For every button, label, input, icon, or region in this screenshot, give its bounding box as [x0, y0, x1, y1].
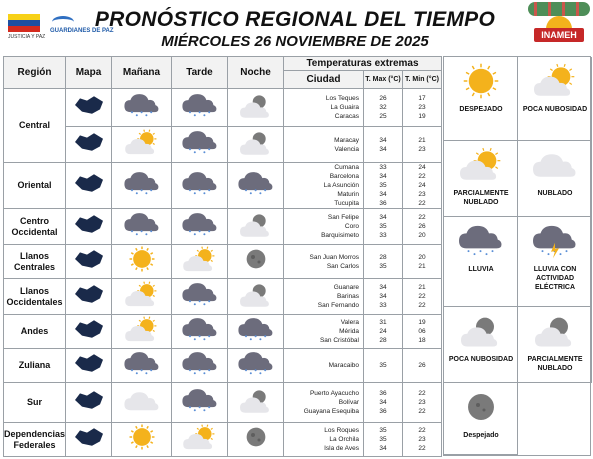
tmax-value: 35 [379, 223, 387, 230]
legend-label: PARCIALMENTE NUBLADO [527, 356, 583, 372]
legend-label: POCA NUBOSIDAD [448, 356, 514, 363]
tmin-value: 23 [418, 399, 426, 406]
night-forecast [228, 245, 284, 279]
legend-item [518, 57, 592, 141]
tmin-value: 23 [418, 436, 426, 443]
partly-cloudy-icon [122, 281, 162, 307]
city-name: Coro [344, 223, 359, 230]
rain-cloud-icon [456, 223, 506, 259]
moon-icon [456, 389, 506, 425]
tmax-cell [364, 127, 403, 163]
tmin-value: 22 [418, 408, 426, 415]
table-row [4, 209, 442, 245]
tmax-value: 34 [379, 191, 387, 198]
region-cell: Centro Occidental [4, 209, 66, 245]
afternoon-forecast [172, 315, 228, 349]
region-map [66, 279, 112, 315]
partly-cloudy-icon [122, 316, 162, 342]
partly-cloudy-icon [530, 63, 580, 99]
tmin-value: 26 [418, 362, 426, 369]
afternoon-forecast [172, 245, 228, 279]
rain-cloud-icon [122, 92, 162, 118]
region-map [66, 209, 112, 245]
cities-cell [284, 423, 364, 457]
cities-cell [284, 127, 364, 163]
night-forecast [228, 383, 284, 423]
tmin-value: 26 [418, 223, 426, 230]
legend-item [444, 307, 518, 383]
city-name: Puerto Ayacucho [309, 390, 359, 397]
header-afternoon: Tarde [172, 57, 228, 89]
moon-cloud-icon [236, 92, 276, 118]
cities-cell [284, 349, 364, 383]
tmin-value: 23 [418, 191, 426, 198]
tmin-cell [403, 245, 442, 279]
afternoon-forecast [172, 89, 228, 127]
morning-forecast [112, 383, 172, 423]
tmin-cell [403, 423, 442, 457]
tmin-value: 22 [418, 200, 426, 207]
rain-cloud-icon [180, 350, 220, 376]
cities-cell [284, 209, 364, 245]
region-map [66, 245, 112, 279]
city-name: Valera [340, 319, 359, 326]
region-cell: Llanos Occidentales [4, 279, 66, 315]
legend-item [518, 141, 592, 217]
morning-forecast [112, 127, 172, 163]
sun-icon [122, 246, 162, 272]
venezuela-flag-icon [8, 14, 40, 32]
inameh-logo: INAMEH [528, 2, 590, 50]
legend-item [444, 141, 518, 217]
header-temps-group: Temperaturas extremas [284, 57, 442, 71]
city-name: Barcelona [329, 173, 359, 180]
tmax-cell [364, 163, 403, 209]
tmax-cell [364, 89, 403, 127]
region-cell: Dependencias Federales [4, 423, 66, 457]
tmin-value: 18 [418, 337, 426, 344]
tmax-value: 26 [379, 95, 387, 102]
legend-label: POCA NUBOSIDAD [522, 106, 588, 113]
region-map [66, 127, 112, 163]
rain-cloud-icon [180, 92, 220, 118]
city-name: San Cristóbal [319, 337, 359, 344]
region-map-icon [72, 248, 106, 270]
legend-label: LLUVIA [468, 266, 494, 273]
rain-cloud-icon [180, 170, 220, 196]
thunderstorm-icon [530, 223, 580, 259]
tmax-value: 36 [379, 200, 387, 207]
city-name: Los Roques [324, 427, 359, 434]
header-morning: Mañana [112, 57, 172, 89]
tmin-value: 06 [418, 328, 426, 335]
tmax-value: 35 [379, 262, 387, 270]
header-night: Noche [228, 57, 284, 89]
tmax-value: 34 [379, 173, 387, 180]
region-cell: Oriental [4, 163, 66, 209]
region-map-icon [72, 318, 106, 340]
morning-forecast [112, 245, 172, 279]
rain-cloud-icon [180, 211, 220, 237]
tmax-value: 24 [379, 328, 387, 335]
rain-cloud-icon [180, 281, 220, 307]
city-name: Valencia [334, 145, 359, 153]
region-map [66, 163, 112, 209]
morning-forecast [112, 279, 172, 315]
guardianes-logo: GUARDIANES DE PAZ [50, 14, 108, 40]
header [0, 0, 593, 52]
table-row [4, 349, 442, 383]
partly-cloudy-icon [122, 129, 162, 155]
tmax-value: 34 [379, 293, 387, 300]
region-cell: Central [4, 89, 66, 163]
rain-cloud-icon [236, 350, 276, 376]
tmax-value: 34 [379, 445, 387, 452]
rain-cloud-icon [236, 170, 276, 196]
sun-icon [122, 424, 162, 450]
cities-cell [284, 279, 364, 315]
cloud-icon [530, 147, 580, 183]
afternoon-forecast [172, 279, 228, 315]
region-cell: Sur [4, 383, 66, 423]
city-name: Guanare [333, 284, 359, 291]
tmax-cell [364, 383, 403, 423]
tmax-value: 34 [379, 136, 387, 144]
tmin-cell [403, 383, 442, 423]
legend-item [444, 217, 518, 307]
region-cell: Andes [4, 315, 66, 349]
morning-forecast [112, 163, 172, 209]
header-tmax: T. Max (°C) [364, 71, 403, 89]
legend-label: Despejado [463, 432, 499, 439]
night-forecast [228, 279, 284, 315]
tmax-value: 35 [379, 436, 387, 443]
legend-item [518, 307, 592, 383]
tmin-value: 19 [418, 113, 426, 120]
tmax-value: 35 [379, 182, 387, 189]
tmax-value: 34 [379, 284, 387, 291]
afternoon-forecast [172, 383, 228, 423]
region-map-icon [72, 352, 106, 374]
tmin-value: 22 [418, 173, 426, 180]
table-row [4, 315, 442, 349]
tmax-value: 34 [379, 399, 387, 406]
table-row [4, 163, 442, 209]
morning-forecast [112, 315, 172, 349]
moon-cloud-icon [236, 387, 276, 413]
legend-label: LLUVIA CON ACTIVIDAD ELÉCTRICA [533, 266, 577, 291]
partly-cloudy-icon [180, 246, 220, 272]
city-name: San Carlos [326, 262, 359, 270]
rain-cloud-icon [180, 316, 220, 342]
legend-label: DESPEJADO [459, 106, 503, 113]
tmin-value: 19 [418, 319, 426, 326]
region-map-icon [72, 389, 106, 411]
moon-cloud-icon [530, 313, 580, 349]
left-logo-caption: JUSTICIA Y PAZ [8, 34, 46, 40]
tmax-value: 28 [379, 253, 387, 261]
table-row [4, 383, 442, 423]
morning-forecast [112, 349, 172, 383]
region-map [66, 89, 112, 127]
tmax-value: 32 [379, 104, 387, 111]
table-row [4, 279, 442, 315]
moon-icon [236, 424, 276, 450]
legend-item [444, 57, 518, 141]
tmin-cell [403, 89, 442, 127]
table-row [4, 245, 442, 279]
tmax-value: 31 [379, 319, 387, 326]
region-map-icon [72, 172, 106, 194]
tmin-value: 20 [418, 232, 426, 239]
moon-cloud-icon [236, 281, 276, 307]
tmax-value: 25 [379, 113, 387, 120]
tmin-value: 23 [418, 145, 426, 153]
legend-panel [443, 56, 591, 456]
city-name: Los Teques [325, 95, 359, 102]
rain-cloud-icon [122, 211, 162, 237]
region-map [66, 383, 112, 423]
rain-cloud-icon [180, 129, 220, 155]
tmax-value: 34 [379, 214, 387, 221]
night-forecast [228, 315, 284, 349]
tmax-value: 36 [379, 390, 387, 397]
moon-cloud-icon [456, 313, 506, 349]
legend-label: NUBLADO [537, 190, 573, 197]
morning-forecast [112, 89, 172, 127]
city-name: Caracas [334, 113, 359, 120]
table-row [4, 127, 442, 163]
night-forecast [228, 349, 284, 383]
city-name: Maracaibo [328, 362, 359, 369]
city-name: Barquisimeto [321, 232, 359, 239]
tmax-cell [364, 209, 403, 245]
table-row [4, 423, 442, 457]
city-name: San Fernando [317, 302, 359, 309]
tmax-cell [364, 245, 403, 279]
forecast-table [3, 56, 442, 457]
city-name: Isla de Aves [324, 445, 359, 452]
tmax-value: 33 [379, 302, 387, 309]
tmin-value: 24 [418, 164, 426, 171]
tmax-value: 34 [379, 145, 387, 153]
region-map [66, 315, 112, 349]
region-map-icon [72, 131, 106, 153]
region-map-icon [72, 94, 106, 116]
partly-cloudy-icon [456, 147, 506, 183]
tmin-cell [403, 315, 442, 349]
cities-cell [284, 383, 364, 423]
tmin-value: 24 [418, 182, 426, 189]
moon-cloud-icon [236, 211, 276, 237]
legend-item [518, 217, 592, 307]
cities-cell [284, 245, 364, 279]
tmax-value: 35 [379, 362, 387, 369]
tmin-cell [403, 127, 442, 163]
tmax-value: 33 [379, 164, 387, 171]
city-name: Barinas [336, 293, 359, 300]
region-cell: Zuliana [4, 349, 66, 383]
morning-forecast [112, 209, 172, 245]
tmin-cell [403, 349, 442, 383]
header-tmin: T. Min (°C) [403, 71, 442, 89]
tmax-cell [364, 279, 403, 315]
rain-cloud-icon [180, 387, 220, 413]
afternoon-forecast [172, 423, 228, 457]
region-map [66, 423, 112, 457]
city-name: Tucupita [334, 200, 359, 207]
region-map [66, 349, 112, 383]
rain-cloud-icon [236, 316, 276, 342]
table-row [4, 89, 442, 127]
tmin-value: 21 [418, 262, 426, 270]
tmin-value: 22 [418, 293, 426, 300]
region-map-icon [72, 213, 106, 235]
city-name: La Orchila [329, 436, 359, 443]
tmax-value: 33 [379, 232, 387, 239]
page-date: MIÉRCOLES 26 NOVIEMBRE DE 2025 [161, 33, 429, 50]
region-cell: Llanos Centrales [4, 245, 66, 279]
rain-cloud-icon [122, 350, 162, 376]
city-name: Mérida [339, 328, 359, 335]
cities-cell [284, 315, 364, 349]
tmin-value: 22 [418, 390, 426, 397]
city-name: Bolívar [338, 399, 359, 406]
cities-cell [284, 89, 364, 127]
tmin-value: 23 [418, 104, 426, 111]
page-title: PRONÓSTICO REGIONAL DEL TIEMPO [94, 8, 496, 31]
tmax-value: 35 [379, 427, 387, 434]
cloud-icon [122, 387, 162, 413]
tmax-cell [364, 423, 403, 457]
tmin-value: 21 [418, 136, 426, 144]
city-name: La Asunción [323, 182, 359, 189]
night-forecast [228, 89, 284, 127]
morning-forecast [112, 423, 172, 457]
tmin-cell [403, 209, 442, 245]
city-name: San Juan Morros [309, 253, 359, 261]
tmin-value: 22 [418, 427, 426, 434]
moon-icon [236, 246, 276, 272]
city-name: Cumana [334, 164, 359, 171]
tmin-cell [403, 279, 442, 315]
afternoon-forecast [172, 209, 228, 245]
header-city: Ciudad [284, 71, 364, 89]
afternoon-forecast [172, 127, 228, 163]
night-forecast [228, 209, 284, 245]
tmin-value: 20 [418, 253, 426, 261]
tmax-cell [364, 315, 403, 349]
city-name: Maturin [337, 191, 359, 198]
city-name: San Felipe [327, 214, 359, 221]
tmax-value: 28 [379, 337, 387, 344]
tmin-value: 22 [418, 302, 426, 309]
tmax-cell [364, 349, 403, 383]
rain-cloud-icon [122, 170, 162, 196]
partly-cloudy-icon [180, 424, 220, 450]
moon-cloud-icon [236, 129, 276, 155]
header-map: Mapa [66, 57, 112, 89]
afternoon-forecast [172, 349, 228, 383]
city-name: Guayana Esequiba [303, 408, 359, 415]
legend-item [444, 383, 518, 455]
tmin-cell [403, 163, 442, 209]
afternoon-forecast [172, 163, 228, 209]
night-forecast [228, 163, 284, 209]
region-map-icon [72, 283, 106, 305]
region-map-icon [72, 426, 106, 448]
night-forecast [228, 423, 284, 457]
night-forecast [228, 127, 284, 163]
city-name: La Guaira [330, 104, 359, 111]
tmin-value: 21 [418, 284, 426, 291]
tmin-value: 22 [418, 445, 426, 452]
sun-icon [456, 63, 506, 99]
header-region: Región [4, 57, 66, 89]
tmin-value: 17 [418, 95, 426, 102]
cities-cell [284, 163, 364, 209]
tmax-value: 36 [379, 408, 387, 415]
legend-label: PARCIALMENTE NUBLADO [453, 190, 509, 206]
tmin-value: 22 [418, 214, 426, 221]
city-name: Maracay [334, 136, 359, 144]
